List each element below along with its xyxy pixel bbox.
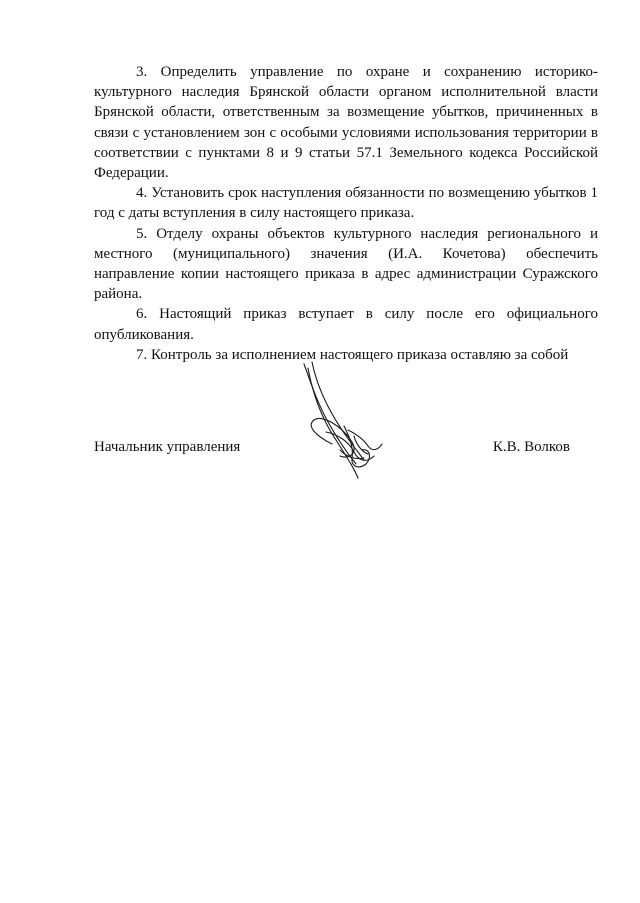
document-body	[94, 62, 598, 365]
signatory-title: Начальник управления	[94, 439, 241, 455]
paragraph-5: 5. Отделу охраны объектов культурного наследия регионального и местного (муниципального) значения (И.А. Кочетова) обеспечить направление копии настоящего приказа в адрес администрации Суражского района.	[94, 225, 598, 303]
signature-block	[94, 437, 570, 457]
signatory-name: К.В. Волков	[492, 439, 570, 455]
handwritten-signature	[296, 360, 386, 488]
paragraph-3: 3. Определить управление по охране и сохранению историко-культурного наследия Брянской области органом исполнительной власти Брянской области, ответственным за возмещение убытков, причиненных в связи с установлением зон с особыми условиями использования территории в соответствии с пунктами 8 и 9 статьи 57.1 Земельного кодекса Российской Федерации.	[94, 64, 598, 182]
paragraph-6: 6. Настоящий приказ вступает в силу после его официального опубликования.	[94, 306, 598, 343]
paragraph-4: 4. Установить срок наступления обязанности по возмещению убытков 1 год с даты вступления в силу настоящего приказа.	[94, 185, 598, 222]
paragraph-7: 7. Контроль за исполнением настоящего приказа оставляю за собой	[136, 346, 569, 363]
